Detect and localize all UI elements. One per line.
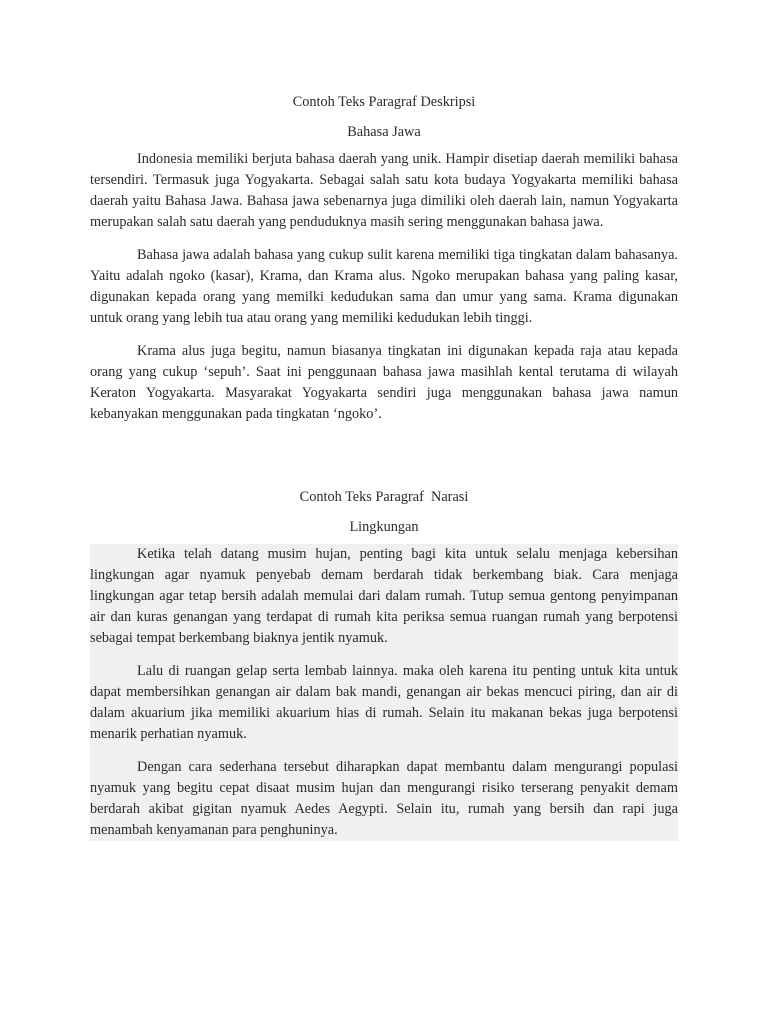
section-narasi: [90, 487, 678, 841]
paragraph: Dengan cara sederhana tersebut diharapkan dapat membantu dalam mengurangi populasi nyamuk yang begitu cepat disaat musim hujan dan mengurangi risiko terserang penyakit demam berdarah akibat gigitan nyamuk Aedes Aegypti. Selain itu, rumah yang bersih dan rapi juga menambah kenyamanan para penghuninya.: [90, 759, 678, 838]
section-title: Contoh Teks Paragraf Narasi: [299, 489, 469, 505]
shaded-text-block: [90, 544, 678, 841]
paragraph: Krama alus juga begitu, namun biasanya tingkatan ini digunakan kepada raja atau kepada orang yang cukup ‘sepuh’. Saat ini penggunaan bahasa jawa masihlah kental terutama di wilayah Keraton Yogyakarta. Masyarakat Yogyakarta sendiri juga menggunakan bahasa jawa namun kebanyakan menggunakan pada tingkatan ‘ngoko’.: [90, 343, 678, 422]
paragraph: Lalu di ruangan gelap serta lembab lainnya. maka oleh karena itu penting untuk kita untuk dapat membersihkan genangan air dalam bak mandi, genangan air bekas mencuci piring, dan air di dalam akuarium jika memiliki akuarium hias di rumah. Selain itu makanan bekas juga berpotensi menarik perhatian nyamuk.: [90, 663, 678, 742]
paragraph: Ketika telah datang musim hujan, penting bagi kita untuk selalu menjaga kebersihan lingkungan agar nyamuk penyebab demam berdarah tidak berkembang biak. Cara menjaga lingkungan agar tetap bersih adalah memulai dari dalam rumah. Tutup semua gentong penyimpanan air dan kuras genangan yang terdapat di rumah kita periksa semua ruangan rumah yang berpotensi sebagai tempat berkembang biaknya jentik nyamuk.: [90, 546, 678, 646]
section-deskripsi: [90, 92, 678, 437]
section-title: Contoh Teks Paragraf Deskripsi: [292, 94, 476, 110]
paragraph: Indonesia memiliki berjuta bahasa daerah yang unik. Hampir disetiap daerah memiliki bahasa tersendiri. Termasuk juga Yogyakarta. Sebagai salah satu kota budaya Yogyakarta memiliki bahasa daerah yaitu Bahasa Jawa. Bahasa jawa sebenarnya juga dimiliki oleh daerah lain, namun Yogyakarta merupakan salah satu daerah yang penduduknya masih sering menggunakan bahasa jawa.: [90, 151, 678, 230]
section-subtitle: Lingkungan: [349, 519, 419, 535]
section-subtitle: Bahasa Jawa: [347, 124, 421, 140]
paragraph: Bahasa jawa adalah bahasa yang cukup sulit karena memiliki tiga tingkatan dalam bahasanya. Yaitu adalah ngoko (kasar), Krama, dan Krama alus. Ngoko merupakan bahasa yang paling kasar, digunakan kepada orang yang memilki kedudukan sama dan umur yang sama. Krama digunakan untuk orang yang lebih tua atau orang yang memiliki kedudukan lebih tinggi.: [90, 247, 678, 326]
